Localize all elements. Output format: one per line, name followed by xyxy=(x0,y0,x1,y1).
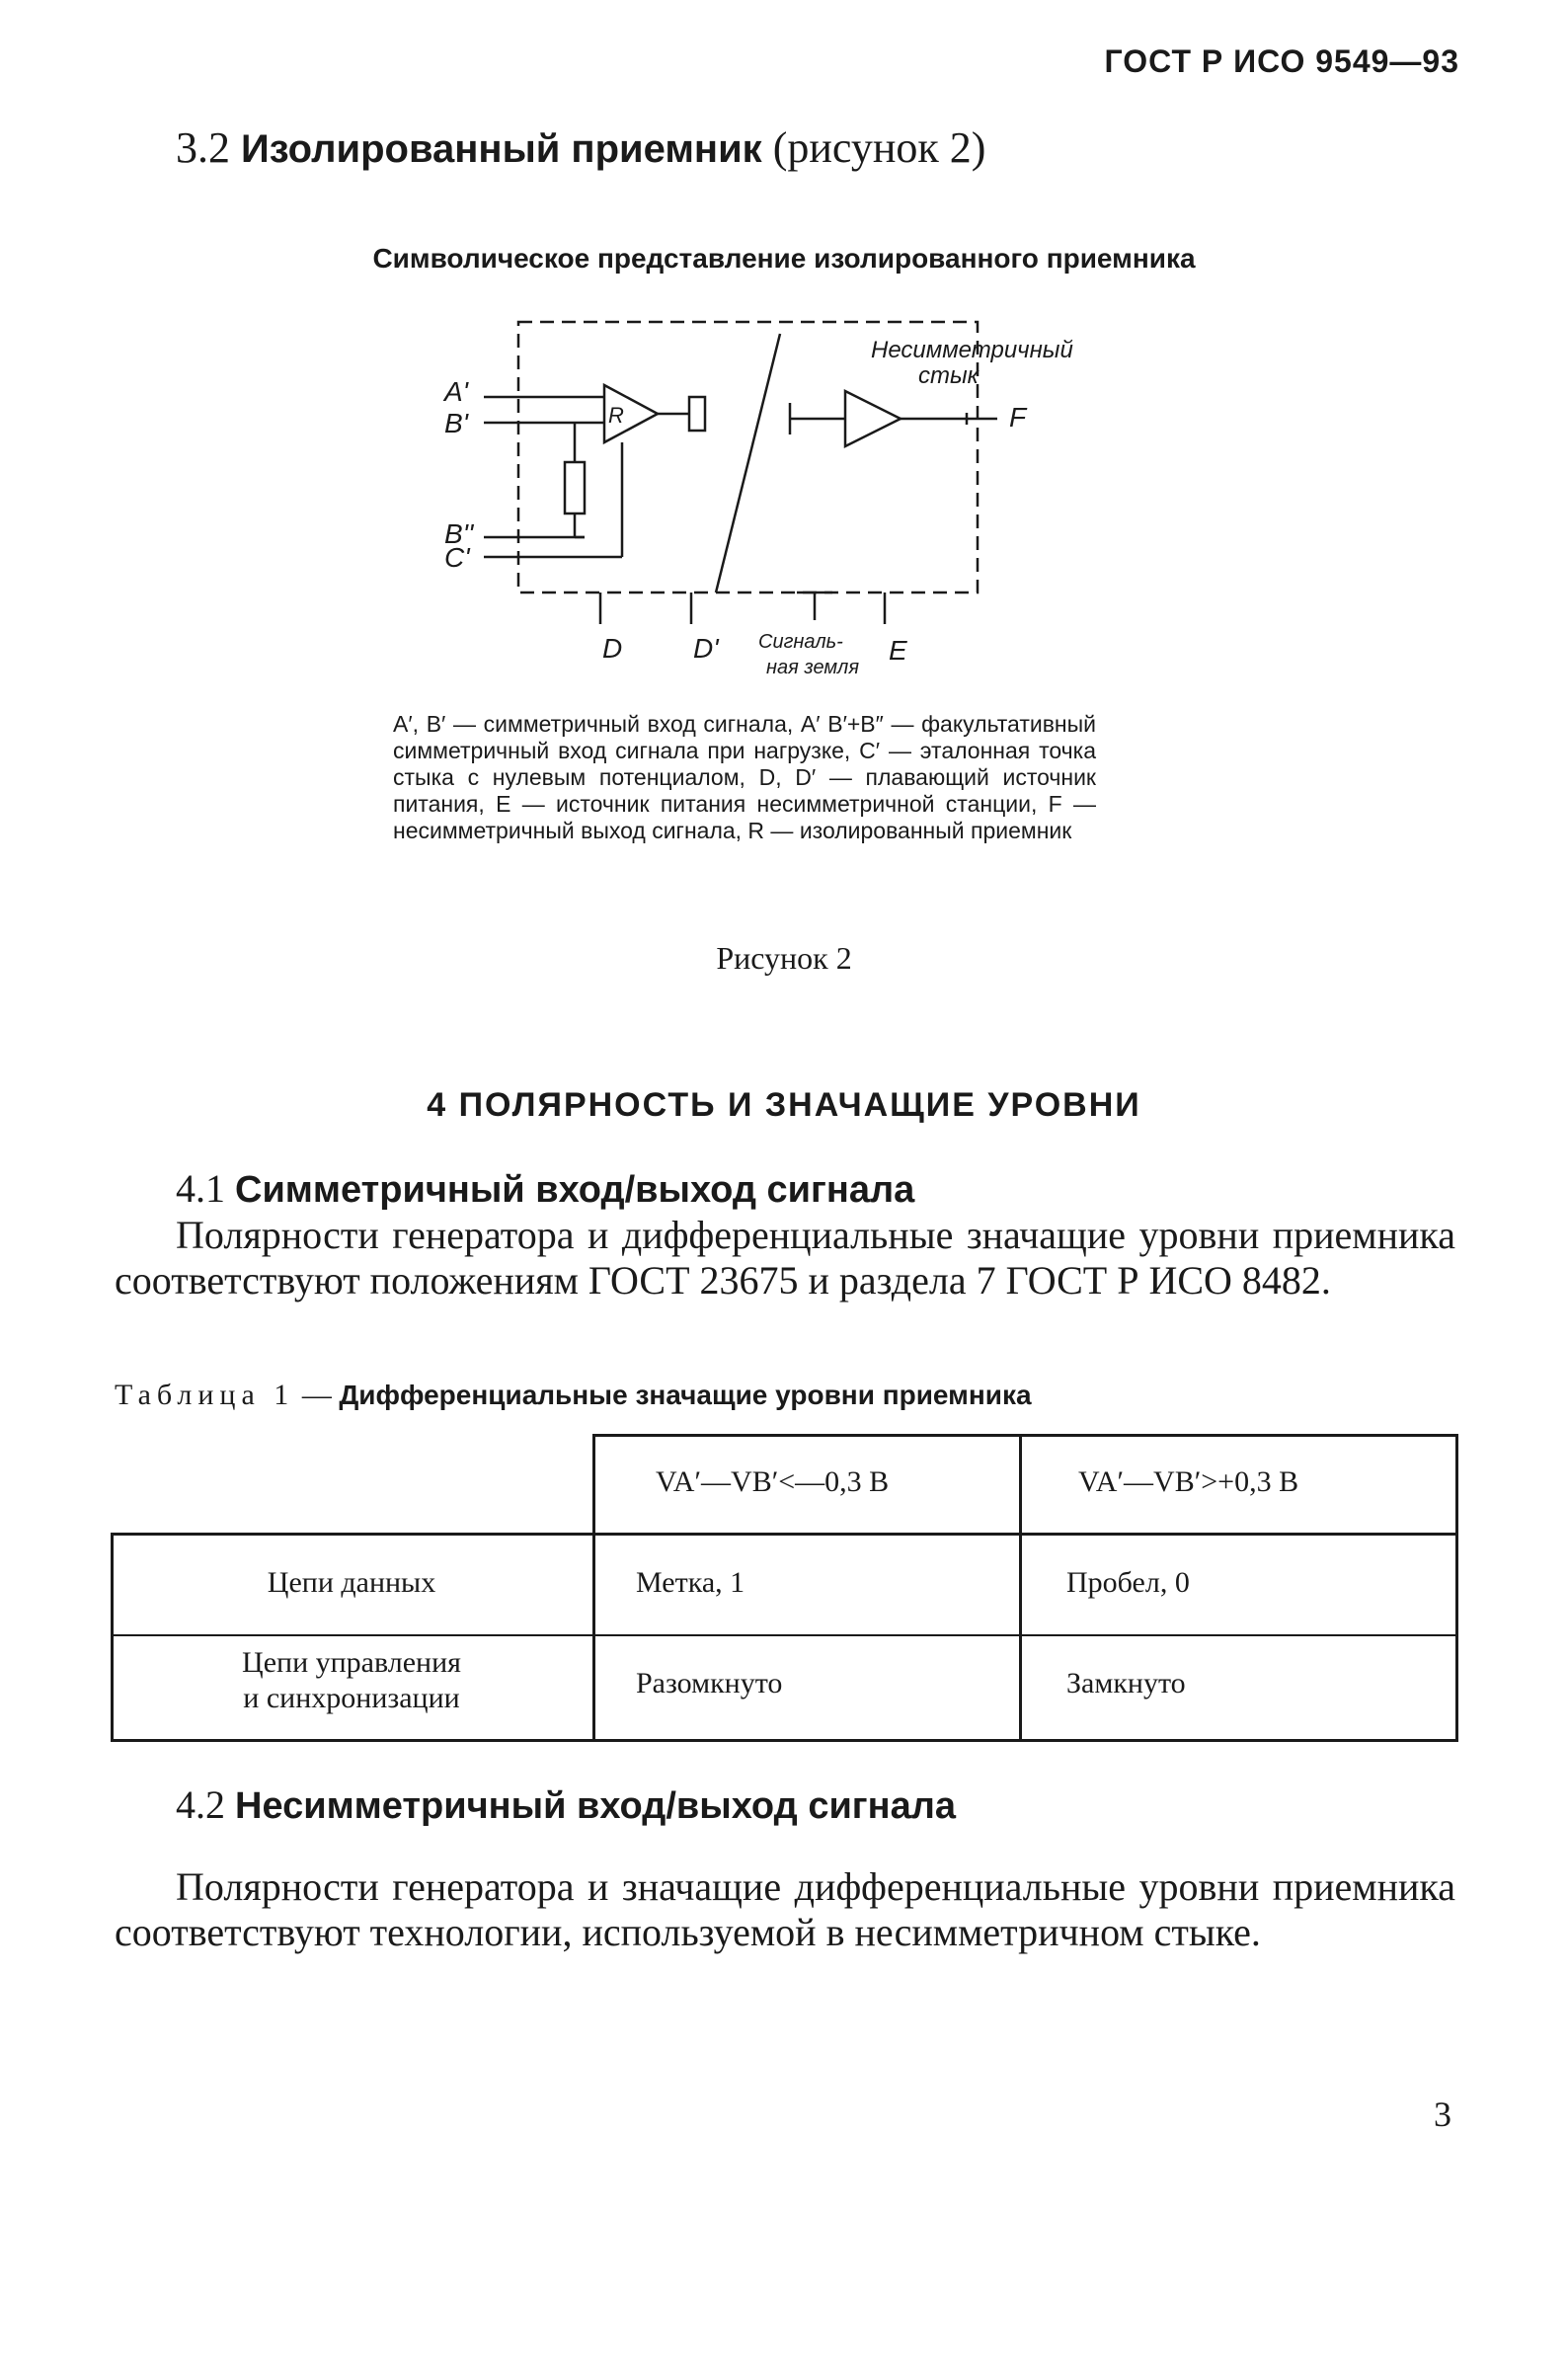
table-title-dash: — xyxy=(301,1379,332,1411)
section-4-1-text: Полярности генератора и дифференциальные значащие уровни приемника соответствуют положениям ГОСТ 23675 и раздела 7 ГОСТ Р ИСО 8482. xyxy=(115,1213,1455,1303)
figure-title: Символическое представление изолированного приемника xyxy=(372,243,1196,274)
table-col-header: VA′—VB′>+0,3 В xyxy=(1078,1465,1299,1498)
label-r: R xyxy=(608,403,624,428)
section-number: 4.1 xyxy=(176,1166,225,1211)
figure-legend: A′, B′ — симметричный вход сигнала, A′ B′+B″ — факультативный симметричный вход сигнала при нагрузке, C′ — эталонная точка стыка с нулевым потенциалом, D, D′ — плавающий источник питания, E — источник питания несимметричной станции, F — несимметричный выход сигнала, R — изолированный приемник xyxy=(393,711,1096,843)
label-unbalanced-line1: Несимметричный xyxy=(871,337,1073,363)
table-row-name-line: и синхронизации xyxy=(243,1682,460,1714)
section-title: Изолированный приемник xyxy=(241,127,762,171)
figure-caption: Рисунок 2 xyxy=(716,940,852,976)
table-1-title xyxy=(115,1379,1032,1412)
label-a-prime: A' xyxy=(444,376,469,407)
table-title-text: Дифференциальные значащие уровни приемника xyxy=(339,1380,1032,1410)
resistor-icon xyxy=(565,462,585,514)
table-col-header: VA′—VB′<—0,3 В xyxy=(656,1465,890,1498)
table-cell: Метка, 1 xyxy=(636,1566,745,1599)
section-title: Несимметричный вход/выход сигнала xyxy=(235,1785,956,1827)
table-row-name xyxy=(111,1645,592,1716)
table-cell: Пробел, 0 xyxy=(1066,1566,1190,1599)
label-f: F xyxy=(1009,402,1027,433)
document-code: ГОСТ Р ИСО 9549—93 xyxy=(1104,43,1459,79)
table-label: Таблица 1 xyxy=(115,1379,295,1411)
section-number: 3.2 xyxy=(176,123,230,172)
label-c-prime: C' xyxy=(444,542,470,573)
section-4-heading: 4 ПОЛЯРНОСТЬ И ЗНАЧАЩИЕ УРОВНИ xyxy=(427,1086,1141,1124)
isolation-divider xyxy=(716,334,780,592)
table-row-name: Цепи данных xyxy=(267,1566,436,1599)
optocoupler-icon xyxy=(689,397,705,431)
label-d-prime: D' xyxy=(693,633,719,664)
section-title: Симметричный вход/выход сигнала xyxy=(235,1169,915,1211)
label-b-double: B'' xyxy=(444,518,474,549)
section-4-2-text: Полярности генератора и значащие дифференциальные уровни приемника соответствуют технологии, используемой в несимметричном стыке. xyxy=(115,1864,1455,1954)
section-4-1-heading xyxy=(176,1165,914,1212)
label-d: D xyxy=(602,633,623,664)
section-number: 4.2 xyxy=(176,1782,225,1827)
table-cell: Замкнуто xyxy=(1066,1667,1186,1699)
table-1 xyxy=(111,1434,1458,1742)
section-3-2-heading xyxy=(176,122,985,173)
table-cell: Разомкнуто xyxy=(636,1667,783,1699)
table-row-name-line: Цепи управления xyxy=(242,1646,461,1679)
label-b-prime: B' xyxy=(444,408,469,438)
label-ground-line1: Сигналь- xyxy=(758,631,843,653)
label-ground-line2: ная земля xyxy=(766,657,860,678)
driver-amplifier-icon xyxy=(845,391,901,446)
section-figure-ref: (рисунок 2) xyxy=(772,123,986,172)
label-unbalanced-line2: стык xyxy=(918,362,979,389)
page-number: 3 xyxy=(1434,2094,1451,2134)
label-e: E xyxy=(889,635,907,666)
isolated-receiver-diagram xyxy=(425,306,1076,701)
section-4-2-heading xyxy=(176,1781,956,1828)
